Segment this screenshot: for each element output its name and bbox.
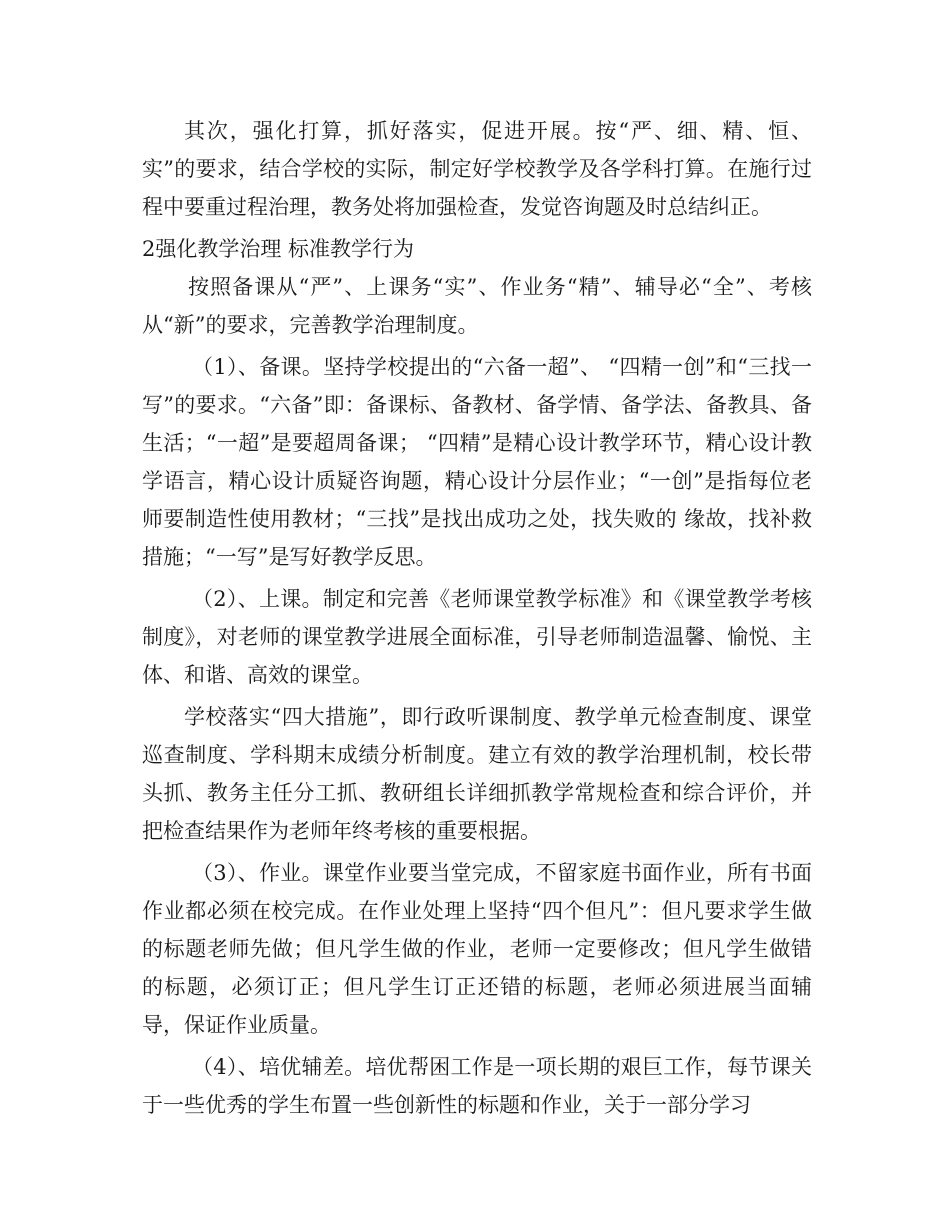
paragraph-tutoring: （4）、培优辅差。培优帮困工作是一项长期的艰巨工作，每节课关于一些优秀的学生布置一些创新性的标题和作业，关于一部分学习 xyxy=(142,1055,812,1117)
paragraph-lesson-prep: （1）、备课。坚持学校提出的“六备一超”、 “四精一创”和“三找一写”的要求。“六备”即：备课标、备教材、备学情、备学法、备教具、备生活；“一超”是要超周备课； “四精”是精心设计教学环节，精心设计教学语言，精心设计质疑咨询题，精心设计分层作业；“一创”是指每位老师要制造性使用教材；“三找”是找出成功之处，找失败的 缘故，找补救措施；“一写”是写好教学反思。 xyxy=(142,355,812,569)
document-body xyxy=(142,112,812,1124)
paragraph-intro: 其次，强化打算，抓好落实，促进开展。按“严、细、精、恒、实”的要求，结合学校的实际，制定好学校教学及各学科打算。在施行过程中要重过程治理，教务处将加强检查，发觉咨询题及时总结纠正。 xyxy=(142,119,812,219)
paragraph-class-teaching: （2）、上课。制定和完善《老师课堂教学标准》和《课堂教学考核制度》，对老师的课堂教学进展全面标准，引导老师制造温馨、愉悦、主体、和谐、高效的课堂。 xyxy=(142,587,812,687)
paragraph-homework: （3）、作业。课堂作业要当堂完成，不留家庭书面作业，所有书面作业都必须在校完成。在作业处理上坚持“四个但凡”：但凡要求学生做的标题老师先做；但凡学生做的作业，老师一定要修改；但凡学生做错的标题，必须订正；但凡学生订正还错的标题，老师必须进展当面辅导，保证作业质量。 xyxy=(142,861,812,1037)
paragraph-requirements: 按照备课从“严”、上课务“实”、作业务“精”、辅导必“全”、考核从“新”的要求，完善教学治理制度。 xyxy=(142,275,812,337)
paragraph-four-measures: 学校落实“四大措施”，即行政听课制度、教学单元检查制度、课堂巡查制度、学科期末成绩分析制度。建立有效的教学治理机制，校长带头抓、教务主任分工抓、教研组长详细抓教学常规检查和综合评价，并把检查结果作为老师年终考核的重要根据。 xyxy=(142,705,812,843)
section-heading: 2强化教学治理 标准教学行为 xyxy=(142,237,415,261)
